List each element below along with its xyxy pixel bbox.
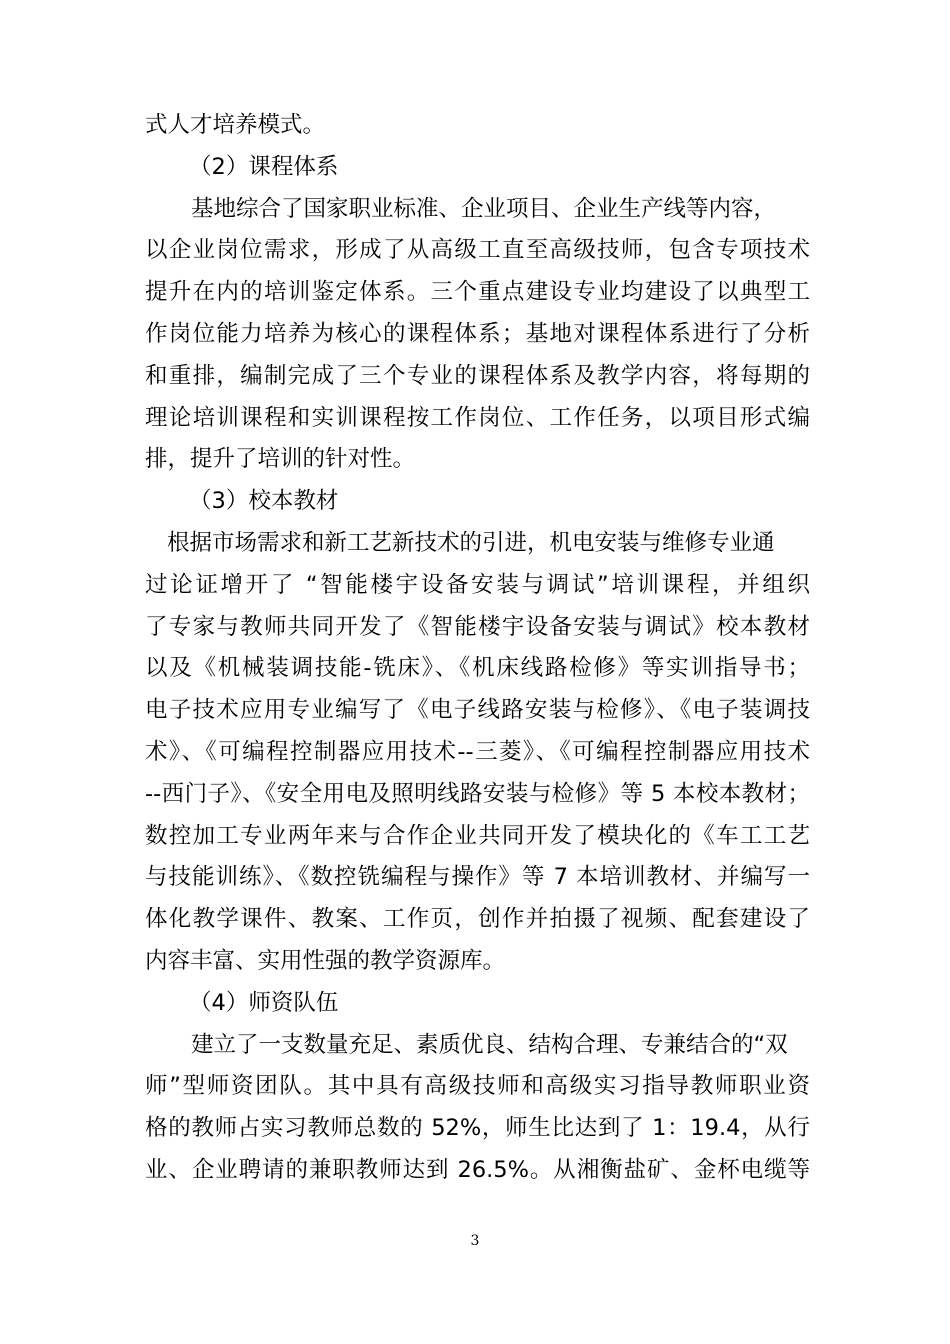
text-line: 师”型师资团队。其中具有高级技师和高级实习指导教师职业资 <box>145 1073 810 1100</box>
text-line: 格的教师占实习教师总数的 52%，师生比达到了 1：19.4，从行 <box>145 1115 810 1142</box>
paragraph-first-line: 根据市场需求和新工艺新技术的引进，机电安装与维修专业通 <box>167 529 775 556</box>
text-line: 体化教学课件、教案、工作页，创作并拍摄了视频、配套建设了 <box>145 906 810 933</box>
section-heading: （4）师资队伍 <box>189 989 339 1016</box>
page-number: 3 <box>470 1233 480 1249</box>
text-line: 以及《机械装调技能-铣床》、《机床线路检修》等实训指导书； <box>145 655 810 682</box>
text-line: 式人才培养模式。 <box>145 112 326 138</box>
text-line: 电子技术应用专业编写了《电子线路安装与检修》、《电子装调技 <box>145 697 810 724</box>
text-line: 提升在内的培训鉴定体系。三个重点建设专业均建设了以典型工 <box>145 279 810 306</box>
text-line: 内容丰富、实用性强的教学资源库。 <box>145 947 506 974</box>
paragraph-first-line: 基地综合了国家职业标准、企业项目、企业生产线等内容， <box>191 195 777 222</box>
text-line: 作岗位能力培养为核心的课程体系；基地对课程体系进行了分析 <box>145 320 810 347</box>
text-line: 排，提升了培训的针对性。 <box>145 446 416 473</box>
text-line: 与技能训练》、《数控铣编程与操作》等 7 本培训教材、并编写一 <box>145 864 810 891</box>
text-line: 了专家与教师共同开发了《智能楼宇设备安装与调试》校本教材 <box>145 613 810 640</box>
text-line: 以企业岗位需求，形成了从高级工直至高级技师，包含专项技术 <box>145 237 810 264</box>
text-line: 业、企业聘请的兼职教师达到 26.5%。从湘衡盐矿、金杯电缆等 <box>145 1156 810 1183</box>
section-heading: （3）校本教材 <box>189 488 339 515</box>
text-line: --西门子》、《安全用电及照明线路安装与检修》等 5 本校本教材； <box>145 780 810 807</box>
text-line: 过论证增开了 “智能楼宇设备安装与调试”培训课程，并组织 <box>145 571 810 598</box>
text-line: 理论培训课程和实训课程按工作岗位、工作任务，以项目形式编 <box>145 404 810 431</box>
text-line: 和重排，编制完成了三个专业的课程体系及教学内容，将每期的 <box>145 362 810 389</box>
text-line: 数控加工专业两年来与合作企业共同开发了模块化的《车工工艺 <box>145 822 810 849</box>
body-text <box>145 105 810 1192</box>
section-heading: （2）课程体系 <box>189 153 339 180</box>
paragraph-first-line: 建立了一支数量充足、素质优良、结构合理、专兼结合的“双 <box>191 1031 788 1058</box>
text-line: 术》、《可编程控制器应用技术--三菱》、《可编程控制器应用技术 <box>145 738 810 765</box>
